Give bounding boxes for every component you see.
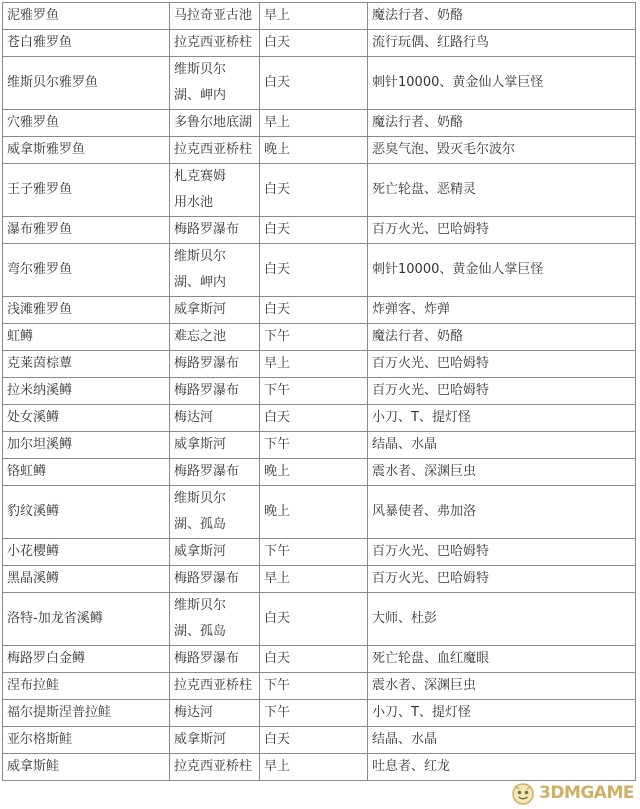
fish-name-cell: 亚尔格斯鲑	[3, 727, 170, 754]
table-row	[3, 727, 636, 754]
location-cell: 威拿斯河	[170, 727, 260, 754]
bait-cell: 炸弹客、炸弹	[368, 297, 636, 324]
location-cell: 梅路罗瀑布	[170, 378, 260, 405]
fish-name-cell: 豹纹溪鳟	[3, 486, 170, 539]
time-cell: 下午	[260, 700, 368, 727]
fish-name-cell: 浅滩雅罗鱼	[3, 297, 170, 324]
fish-name-cell: 小花樱鳟	[3, 539, 170, 566]
location-cell: 威拿斯河	[170, 539, 260, 566]
bait-cell: 震水者、深渊巨虫	[368, 673, 636, 700]
bait-cell: 风暴使者、弗加洛	[368, 486, 636, 539]
time-cell: 白天	[260, 593, 368, 646]
bait-cell: 百万火光、巴哈姆特	[368, 378, 636, 405]
time-cell: 早上	[260, 566, 368, 593]
bait-cell: 小刀、T、提灯怪	[368, 405, 636, 432]
bait-cell: 结晶、水晶	[368, 727, 636, 754]
location-text: 维斯贝尔湖、孤岛	[174, 491, 227, 532]
location-text: 维斯贝尔湖、岬内	[174, 62, 227, 103]
fish-name-cell: 福尔提斯涅普拉鲑	[3, 700, 170, 727]
bait-cell: 魔法行者、奶酪	[368, 324, 636, 351]
table-row	[3, 566, 636, 593]
location-cell: 多鲁尔地底湖	[170, 110, 260, 137]
location-cell	[170, 593, 260, 646]
table-row	[3, 459, 636, 486]
bait-cell: 百万火光、巴哈姆特	[368, 539, 636, 566]
fish-name-cell: 虹鳟	[3, 324, 170, 351]
fish-name-cell: 加尔坦溪鳟	[3, 432, 170, 459]
location-cell: 梅路罗瀑布	[170, 459, 260, 486]
location-cell	[170, 164, 260, 217]
location-cell: 梅达河	[170, 700, 260, 727]
bait-cell: 震水者、深渊巨虫	[368, 459, 636, 486]
table-row	[3, 646, 636, 673]
location-cell: 威拿斯河	[170, 432, 260, 459]
bait-cell: 大师、杜彭	[368, 593, 636, 646]
table-row	[3, 297, 636, 324]
bait-cell: 魔法行者、奶酪	[368, 3, 636, 30]
time-cell: 下午	[260, 324, 368, 351]
time-cell: 早上	[260, 351, 368, 378]
fish-name-cell: 拉米纳溪鳟	[3, 378, 170, 405]
bait-cell: 死亡轮盘、血红魔眼	[368, 646, 636, 673]
table-row	[3, 3, 636, 30]
time-cell: 早上	[260, 3, 368, 30]
table-row	[3, 700, 636, 727]
bait-cell: 刺针10000、黄金仙人掌巨怪	[368, 57, 636, 110]
location-cell: 拉克西亚桥柱	[170, 754, 260, 781]
time-cell: 白天	[260, 727, 368, 754]
time-cell: 白天	[260, 57, 368, 110]
location-cell: 难忘之池	[170, 324, 260, 351]
time-cell: 下午	[260, 432, 368, 459]
bait-cell: 小刀、T、提灯怪	[368, 700, 636, 727]
table-row	[3, 593, 636, 646]
bait-cell: 结晶、水晶	[368, 432, 636, 459]
table-row	[3, 378, 636, 405]
table-row	[3, 164, 636, 217]
location-cell: 梅达河	[170, 405, 260, 432]
fish-name-cell: 威拿斯鲑	[3, 754, 170, 781]
fish-name-cell: 铬虹鳟	[3, 459, 170, 486]
table-row	[3, 486, 636, 539]
time-cell: 下午	[260, 673, 368, 700]
bait-cell: 魔法行者、奶酪	[368, 110, 636, 137]
time-cell: 白天	[260, 297, 368, 324]
fish-name-cell: 苍白雅罗鱼	[3, 30, 170, 57]
bait-cell: 刺针10000、黄金仙人掌巨怪	[368, 244, 636, 297]
fish-name-cell: 王子雅罗鱼	[3, 164, 170, 217]
location-cell	[170, 57, 260, 110]
watermark-text: 3DMGAME	[539, 783, 634, 803]
fish-name-cell: 克莱茵棕蕈	[3, 351, 170, 378]
location-cell: 梅路罗瀑布	[170, 217, 260, 244]
bait-cell: 死亡轮盘、恶精灵	[368, 164, 636, 217]
fish-name-cell: 瀑布雅罗鱼	[3, 217, 170, 244]
location-cell	[170, 486, 260, 539]
table-row	[3, 539, 636, 566]
bait-cell: 百万火光、巴哈姆特	[368, 351, 636, 378]
time-cell: 晚上	[260, 486, 368, 539]
time-cell: 下午	[260, 378, 368, 405]
location-cell: 拉克西亚桥柱	[170, 137, 260, 164]
fish-name-cell: 涅布拉鲑	[3, 673, 170, 700]
fish-name-cell: 梅路罗白金鳟	[3, 646, 170, 673]
bait-cell: 吐息者、红龙	[368, 754, 636, 781]
location-text: 维斯贝尔湖、岬内	[174, 249, 227, 290]
location-text: 维斯贝尔湖、孤岛	[174, 598, 227, 639]
fish-table-body	[3, 3, 636, 781]
time-cell: 下午	[260, 539, 368, 566]
fish-name-cell: 处女溪鳟	[3, 405, 170, 432]
watermark	[510, 779, 634, 807]
location-cell: 威拿斯河	[170, 297, 260, 324]
table-row	[3, 351, 636, 378]
fish-table	[2, 2, 636, 781]
bait-cell: 恶臭气泡、毁灭毛尔波尔	[368, 137, 636, 164]
bait-cell: 百万火光、巴哈姆特	[368, 566, 636, 593]
table-row	[3, 110, 636, 137]
fish-name-cell: 穴雅罗鱼	[3, 110, 170, 137]
location-cell: 拉克西亚桥柱	[170, 30, 260, 57]
table-row	[3, 754, 636, 781]
table-row	[3, 137, 636, 164]
location-cell	[170, 244, 260, 297]
location-text: 札克赛姆用水池	[174, 169, 227, 210]
location-cell: 马拉奇亚古池	[170, 3, 260, 30]
time-cell: 早上	[260, 754, 368, 781]
time-cell: 晚上	[260, 459, 368, 486]
fish-name-cell: 维斯贝尔雅罗鱼	[3, 57, 170, 110]
bait-cell: 百万火光、巴哈姆特	[368, 217, 636, 244]
time-cell: 白天	[260, 405, 368, 432]
bait-cell: 流行玩偶、红路行鸟	[368, 30, 636, 57]
fish-name-cell: 弯尔雅罗鱼	[3, 244, 170, 297]
time-cell: 白天	[260, 217, 368, 244]
location-cell: 梅路罗瀑布	[170, 566, 260, 593]
time-cell: 白天	[260, 244, 368, 297]
fish-name-cell: 黑晶溪鳟	[3, 566, 170, 593]
time-cell: 白天	[260, 164, 368, 217]
location-cell: 拉克西亚桥柱	[170, 673, 260, 700]
table-row	[3, 673, 636, 700]
table-row	[3, 217, 636, 244]
location-cell: 梅路罗瀑布	[170, 351, 260, 378]
fish-name-cell: 威拿斯雅罗鱼	[3, 137, 170, 164]
time-cell: 早上	[260, 110, 368, 137]
table-row	[3, 324, 636, 351]
table-row	[3, 405, 636, 432]
table-row	[3, 244, 636, 297]
time-cell: 白天	[260, 30, 368, 57]
table-row	[3, 30, 636, 57]
location-cell: 梅路罗瀑布	[170, 646, 260, 673]
time-cell: 晚上	[260, 137, 368, 164]
fish-name-cell: 洛特-加龙省溪鳟	[3, 593, 170, 646]
time-cell: 白天	[260, 646, 368, 673]
fish-name-cell: 泥雅罗鱼	[3, 3, 170, 30]
table-row	[3, 432, 636, 459]
table-row	[3, 57, 636, 110]
3dm-logo-icon	[510, 780, 536, 806]
